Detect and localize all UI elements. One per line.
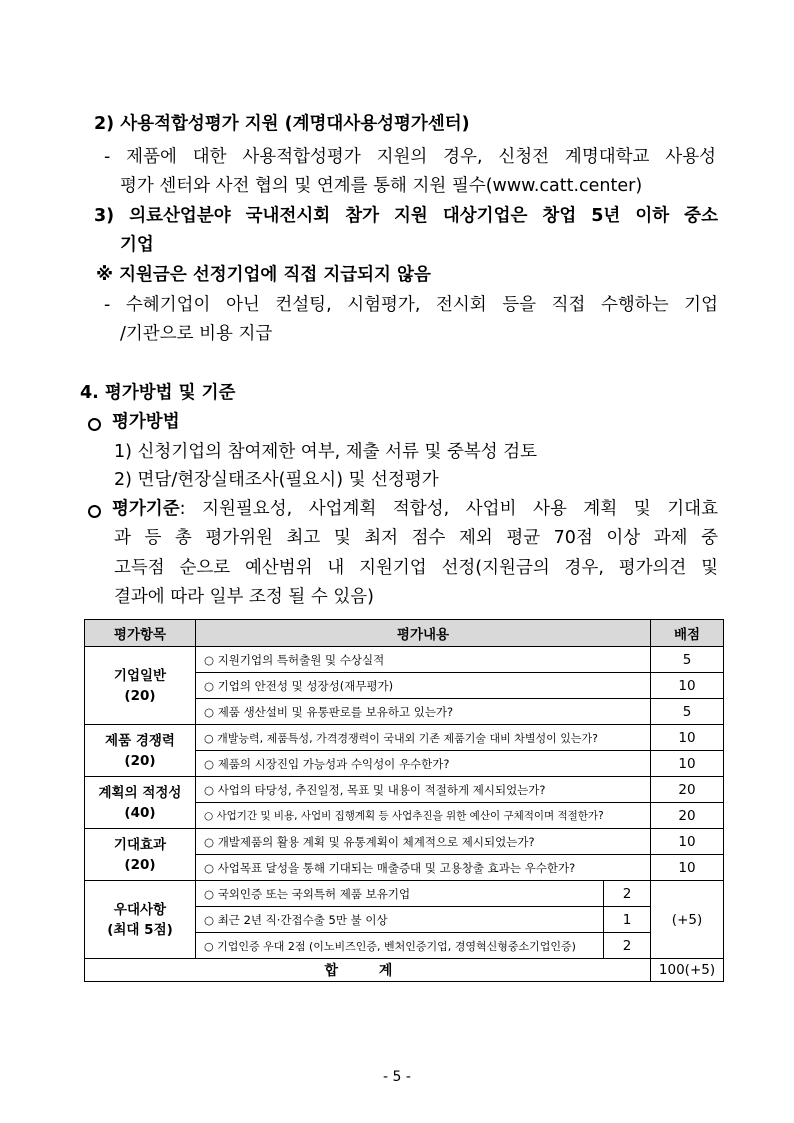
circle-bullet-icon bbox=[88, 418, 101, 431]
category-points: (20) bbox=[124, 687, 156, 704]
category-name: 제품 경쟁력 bbox=[105, 732, 175, 749]
criterion-item: ○ 제품 생산설비 및 유통판로를 보유하고 있는가? bbox=[196, 699, 651, 725]
criteria-line1 bbox=[112, 497, 718, 521]
criterion-score: 5 bbox=[651, 699, 724, 725]
bonus-item: ○ 기업인증 우대 2점 (이노비즈인증, 벤처인증기업, 경영혁신형중소기업인증) bbox=[196, 933, 604, 959]
criterion-item: ○ 지원기업의 특허출원 및 수상실적 bbox=[196, 647, 651, 673]
bonus-score: 2 bbox=[604, 933, 651, 959]
criterion-score: 20 bbox=[651, 777, 724, 803]
category-points: (20) bbox=[124, 752, 156, 769]
section-3-line1: 3) 의료산업분야 국내전시회 참가 지원 대상기업은 창업 5년 이하 중소 bbox=[94, 206, 718, 226]
criterion-score: 10 bbox=[651, 673, 724, 699]
criterion-item: ○ 개발능력, 제품특성, 가격경쟁력이 국내외 기존 제품기술 대비 차별성이 있는가? bbox=[196, 725, 651, 751]
criterion-score: 10 bbox=[651, 725, 724, 751]
section-2-heading: 2) 사용적합성평가 지원 (계명대사용성평가센터) bbox=[94, 114, 470, 134]
page-number: - 5 - bbox=[383, 1069, 411, 1085]
circle-bullet-icon bbox=[88, 505, 101, 518]
table-header-row bbox=[85, 620, 724, 647]
category-name: 기업일반 bbox=[113, 667, 167, 684]
category-name: 기대효과 bbox=[113, 836, 167, 853]
notice-line1: - 수혜기업이 아닌 컨설팅, 시험평가, 전시회 등을 직접 수행하는 기업 bbox=[104, 295, 718, 315]
total-value: 100(+5) bbox=[651, 959, 724, 982]
category-points: (최대 5점) bbox=[107, 921, 173, 938]
category-cell bbox=[85, 725, 196, 777]
evaluation-table bbox=[84, 619, 724, 982]
criterion-item: ○ 사업기간 및 비용, 사업비 집행계획 등 사업추진을 위한 예산이 구체적이며 적절한가? bbox=[196, 803, 651, 829]
table-row bbox=[85, 647, 724, 673]
bonus-item: ○ 국외인증 또는 국외특허 제품 보유기업 bbox=[196, 881, 604, 907]
table-total-row bbox=[85, 959, 724, 982]
category-name: 우대사항 bbox=[113, 901, 167, 918]
table-row bbox=[85, 829, 724, 855]
notice-line2: /기관으로 비용 지급 bbox=[120, 324, 273, 344]
category-cell bbox=[85, 647, 196, 725]
criteria-line4: 결과에 따라 일부 조정 될 수 있음) bbox=[114, 587, 374, 607]
criterion-score: 10 bbox=[651, 751, 724, 777]
table-row bbox=[85, 881, 724, 907]
section-2-desc-line1: - 제품에 대한 사용적합성평가 지원의 경우, 신청전 계명대학교 사용성 bbox=[104, 147, 716, 167]
section-3-line2: 기업 bbox=[120, 235, 154, 255]
bonus-score: 2 bbox=[604, 881, 651, 907]
total-label: 합 계 bbox=[85, 959, 651, 982]
criterion-item: ○ 사업의 타당성, 추진일정, 목표 및 내용이 적절하게 제시되었는가? bbox=[196, 777, 651, 803]
category-cell bbox=[85, 829, 196, 881]
criterion-score: 10 bbox=[651, 855, 724, 881]
table-row bbox=[85, 725, 724, 751]
criteria-line3: 고득점 순으로 예산범위 내 지원기업 선정(지원금의 경우, 평가의견 및 bbox=[114, 558, 718, 578]
criterion-score: 20 bbox=[651, 803, 724, 829]
criterion-item: ○ 개발제품의 활용 계획 및 유통계획이 체계적으로 제시되었는가? bbox=[196, 829, 651, 855]
evaluation-title: 4. 평가방법 및 기준 bbox=[80, 383, 236, 403]
criterion-score: 10 bbox=[651, 829, 724, 855]
bonus-score: 1 bbox=[604, 907, 651, 933]
criterion-item: ○ 기업의 안전성 및 성장성(재무평가) bbox=[196, 673, 651, 699]
notice-heading: ※ 지원금은 선정기업에 직접 지급되지 않음 bbox=[96, 265, 431, 285]
criteria-line2: 과 등 총 평가위원 최고 및 최저 점수 제외 평균 70점 이상 과제 중 bbox=[114, 528, 718, 548]
criteria-label: 평가기준 bbox=[112, 499, 180, 519]
bonus-item: ○ 최근 2년 직·간접수출 5만 불 이상 bbox=[196, 907, 604, 933]
criterion-item: ○ 사업목표 달성을 통해 기대되는 매출증대 및 고용창출 효과는 우수한가? bbox=[196, 855, 651, 881]
criteria-line1-text: : 지원필요성, 사업계획 적합성, 사업비 사용 계획 및 기대효 bbox=[179, 499, 718, 519]
section-2-desc-line2: 평가 센터와 사전 협의 및 연계를 통해 지원 필수(www.catt.center) bbox=[120, 176, 643, 196]
method-item-1: 1) 신청기업의 참여제한 여부, 제출 서류 및 중복성 검토 bbox=[114, 442, 538, 462]
category-points: (40) bbox=[124, 804, 156, 821]
header-content: 평가내용 bbox=[196, 620, 651, 647]
category-cell bbox=[85, 777, 196, 829]
category-name: 계획의 적정성 bbox=[98, 784, 182, 801]
bonus-total: (+5) bbox=[651, 881, 724, 959]
method-label: 평가방법 bbox=[112, 412, 180, 432]
header-score: 배점 bbox=[651, 620, 724, 647]
category-cell bbox=[85, 881, 196, 959]
category-points: (20) bbox=[124, 856, 156, 873]
table-row bbox=[85, 777, 724, 803]
criterion-item: ○ 제품의 시장진입 가능성과 수익성이 우수한가? bbox=[196, 751, 651, 777]
criterion-score: 5 bbox=[651, 647, 724, 673]
header-category: 평가항목 bbox=[85, 620, 196, 647]
method-item-2: 2) 면담/현장실태조사(필요시) 및 선정평가 bbox=[114, 470, 439, 490]
